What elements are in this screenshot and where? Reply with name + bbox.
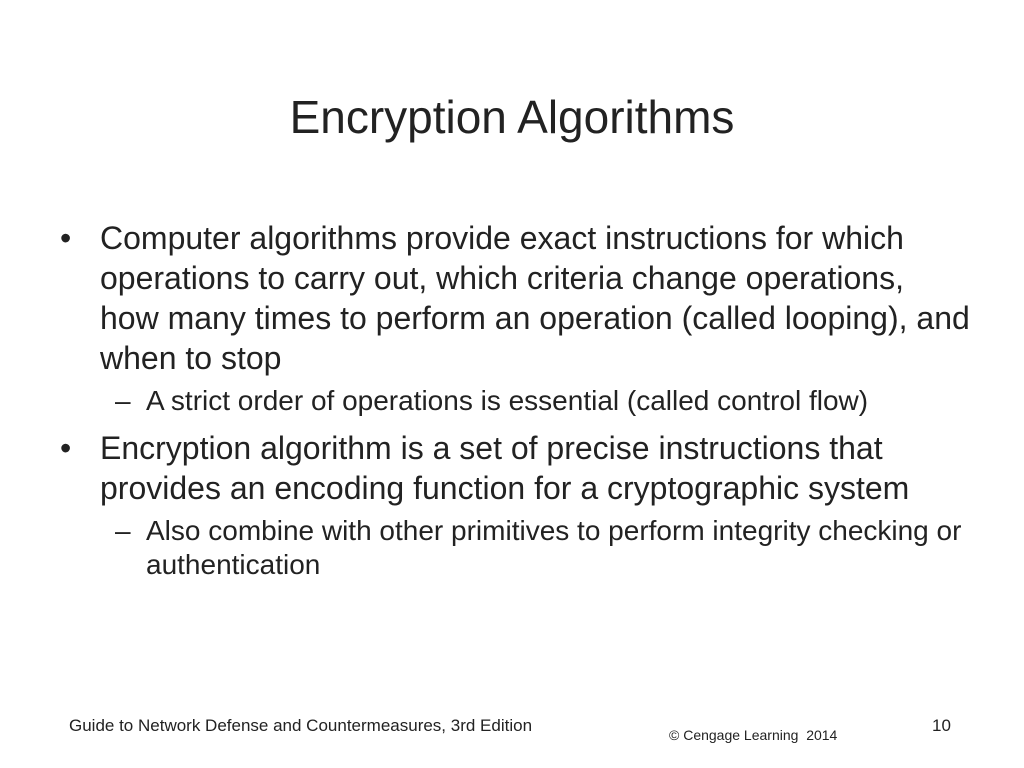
dash-marker: – bbox=[115, 385, 131, 416]
footer-copyright: © Cengage Learning 2014 bbox=[669, 727, 838, 743]
bullet-text-1: Computer algorithms provide exact instructions for which operations to carry out, which criteria change operations, how many times to perform an operation (called looping), and when to stop bbox=[100, 220, 970, 376]
dash-marker: – bbox=[115, 515, 131, 546]
bullet-item-2 bbox=[58, 428, 970, 508]
footer-page-number: 10 bbox=[932, 716, 951, 735]
footer-book-title: Guide to Network Defense and Countermeasures, 3rd Edition bbox=[69, 716, 533, 735]
sub-bullet-text-1: A strict order of operations is essential (called control flow) bbox=[146, 385, 869, 416]
slide-content bbox=[58, 218, 970, 592]
bullet-text-2: Encryption algorithm is a set of precise instructions that provides an encoding function for a cryptographic system bbox=[100, 430, 910, 506]
slide-title: Encryption Algorithms bbox=[289, 91, 735, 143]
bullet-item-1 bbox=[58, 218, 970, 378]
bullet-marker: • bbox=[60, 430, 72, 466]
sub-bullet-text-2: Also combine with other primitives to perform integrity checking or authentication bbox=[146, 515, 962, 580]
sub-bullet-item-2 bbox=[58, 514, 970, 582]
bullet-marker: • bbox=[60, 220, 72, 256]
sub-bullet-item-1 bbox=[58, 384, 970, 418]
